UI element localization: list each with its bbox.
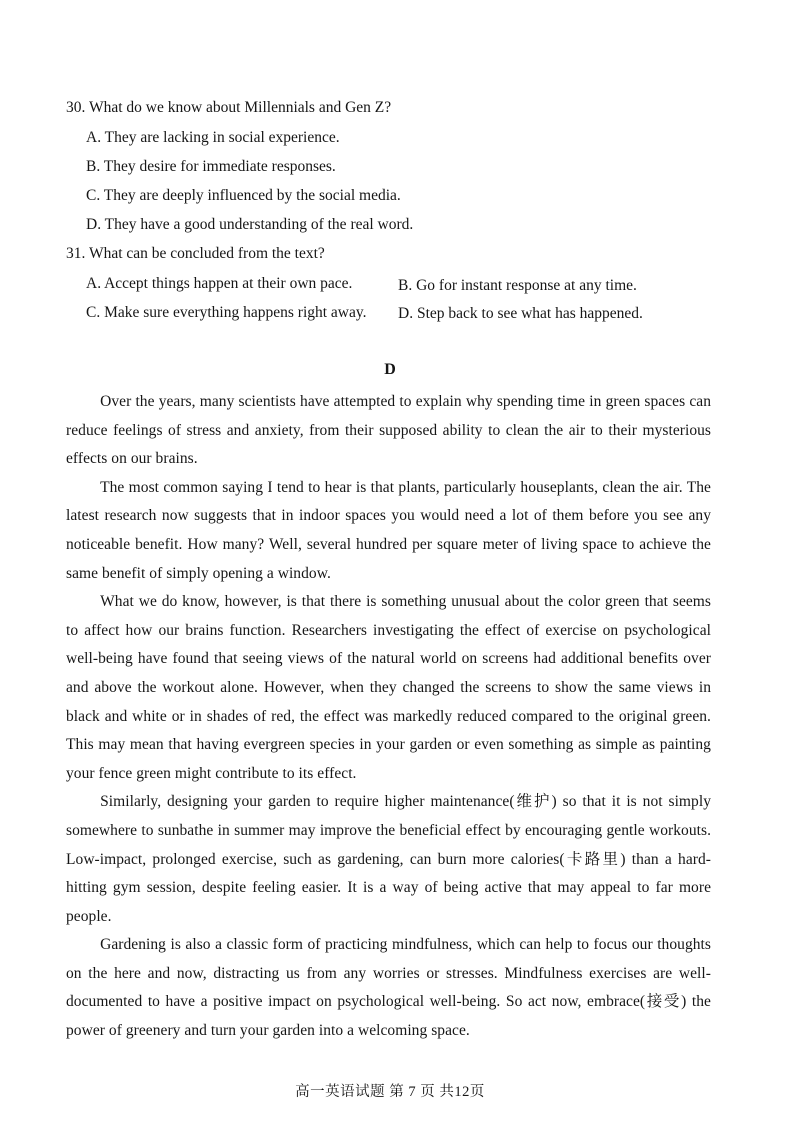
- passage-paragraph-2: The most common saying I tend to hear is that plants, particularly houseplants, clean the air. The latest research now suggests that in indoor spaces you would need a lot of them before you see any noticeable benefit. How many? Well, several hundred per square meter of living space to achieve the same benefit of simply opening a window.: [66, 478, 711, 582]
- question-30-stem: 30. What do we know about Millennials and Gen Z?: [66, 99, 392, 116]
- passage-paragraph-4: Similarly, designing your garden to require higher maintenance(维护) so that it is not simply somewhere to sunbathe in summer may improve the beneficial effect by encouraging gentle workouts. Low-impact, prolonged exercise, such as gardening, can burn more calories(卡路里) than a hard-hitting gym session, despite feeling easier. It is a way of being active that may appeal to far more people.: [66, 793, 711, 925]
- question-31-option-d: D. Step back to see what has happened.: [398, 305, 643, 322]
- question-30-option-c: C. They are deeply influenced by the social media.: [86, 187, 401, 204]
- question-30-option-d: D. They have a good understanding of the real word.: [86, 216, 414, 233]
- question-31-option-c: C. Make sure everything happens right away.: [86, 304, 367, 321]
- question-31-option-b: B. Go for instant response at any time.: [398, 277, 637, 294]
- question-30-option-a: A. They are lacking in social experience.: [86, 129, 340, 146]
- page-footer: 高一英语试题 第 7 页 共12页: [295, 1084, 485, 1100]
- question-31-option-a: A. Accept things happen at their own pace.: [86, 275, 353, 292]
- passage-paragraph-5: Gardening is also a classic form of practicing mindfulness, which can help to focus our thoughts on the here and now, distracting us from any worries or stresses. Mindfulness exercises are well-documented to have a positive impact on psychological well-being. So act now, embrace(接受) the power of greenery and turn your garden into a welcoming space.: [66, 936, 711, 1040]
- passage: [66, 388, 711, 1046]
- section-title: D: [384, 361, 396, 378]
- question-30-option-b: B. They desire for immediate responses.: [86, 158, 336, 175]
- passage-paragraph-1: Over the years, many scientists have attempted to explain why spending time in green spaces can reduce feelings of stress and anxiety, from their supposed ability to clean the air to their mysterious effects on our brains.: [66, 393, 711, 468]
- passage-paragraph-3: What we do know, however, is that there is something unusual about the color green that seems to affect how our brains function. Researchers investigating the effect of exercise on psychological well-being have found that seeing views of the natural world on screens had additional benefits over and above the workout alone. However, when they changed the screens to show the same views in black and white or in shades of red, the effect was markedly reduced compared to the original green. This may mean that having evergreen species in your garden or even something as simple as painting your fence green might contribute to its effect.: [66, 593, 711, 782]
- question-31-stem: 31. What can be concluded from the text?: [66, 245, 325, 262]
